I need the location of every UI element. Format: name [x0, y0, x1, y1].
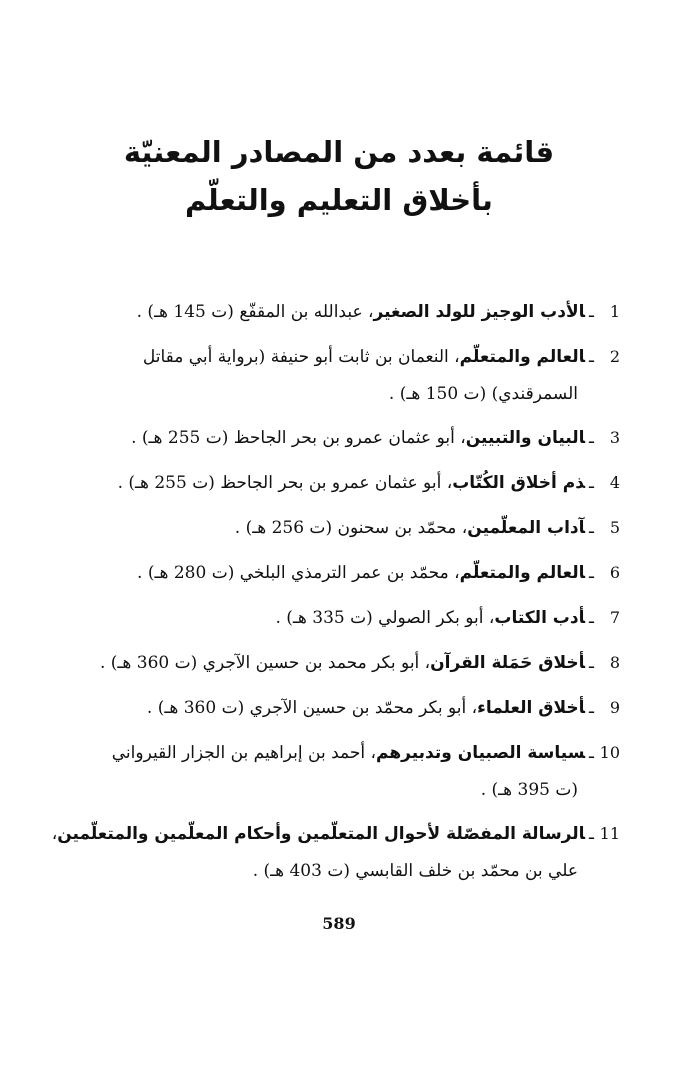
item-title: ذم أخلاق الكُتّاب — [452, 473, 586, 493]
item-author: ، أبو عثمان عمرو بن بحر الجاحظ (ت 255 هـ) . — [131, 428, 466, 448]
item-author: ، — [51, 824, 58, 844]
list-item: 4ـذم أخلاق الكُتّاب، أبو عثمان عمرو بن بحر الجاحظ (ت 255 هـ) . — [118, 465, 620, 501]
item-author: ، أبو بكر الصولي (ت 335 هـ) . — [275, 608, 495, 628]
page-number: 589 — [322, 914, 356, 933]
item-author: ، عبدالله بن المقفّع (ت 145 هـ) . — [136, 302, 374, 322]
list-item: 10ـسياسة الصبيان وتدبيرهم، أحمد بن إبراهيم بن الجزار القيرواني — [112, 735, 620, 771]
item-title: البيان والتبيين — [465, 428, 586, 448]
item-continuation: السمرقندي) (ت 150 هـ) . — [388, 384, 578, 404]
item-title: الرسالة المفصّلة لأحوال المتعلّمين وأحكام المعلّمين والمتعلّمين — [57, 824, 586, 844]
item-number: 6 — [609, 563, 620, 582]
item-title: أخلاق العلماء — [477, 698, 586, 718]
item-number: 5 — [609, 518, 620, 537]
item-author: ، أبو بكر محمّد بن حسين الآجري (ت 360 هـ) . — [146, 698, 478, 718]
item-number: 8 — [609, 653, 620, 672]
item-number: 11 — [599, 824, 620, 843]
title-line-2: بأخلاق التعليم والتعلّم — [185, 183, 493, 217]
item-number: 2 — [609, 347, 620, 366]
item-title: آداب المعلّمين — [467, 518, 586, 538]
list-item: 7ـأدب الكتاب، أبو بكر الصولي (ت 335 هـ) . — [275, 600, 620, 636]
item-title: العالم والمتعلّم — [459, 563, 586, 583]
item-number: 10 — [599, 743, 620, 762]
list-item: 2ـالعالم والمتعلّم، النعمان بن ثابت أبو حنيفة (برواية أبي مقاتل — [143, 339, 620, 375]
list-item: 1ـالأدب الوجيز للولد الصغير، عبدالله بن المقفّع (ت 145 هـ) . — [137, 294, 620, 330]
item-number: 7 — [609, 608, 620, 627]
item-author: ، النعمان بن ثابت أبو حنيفة (برواية أبي مقاتل — [142, 347, 460, 367]
item-number: 3 — [609, 428, 620, 447]
item-number: 9 — [609, 698, 620, 717]
item-author: ، أبو بكر محمد بن حسين الآجري (ت 360 هـ) . — [99, 653, 431, 673]
item-title: أدب الكتاب — [494, 608, 586, 628]
item-author: ، أحمد بن إبراهيم بن الجزار القيرواني — [111, 743, 376, 763]
item-number: 4 — [609, 473, 620, 492]
list-item: 8ـأخلاق حَمَلة القرآن، أبو بكر محمد بن حسين الآجري (ت 360 هـ) . — [100, 645, 620, 681]
item-title: الأدب الوجيز للولد الصغير — [373, 302, 586, 322]
list-item: 11ـالرسالة المفصّلة لأحوال المتعلّمين وأحكام المعلّمين والمتعلّمين، — [52, 816, 620, 852]
list-item: 5ـآداب المعلّمين، محمّد بن سحنون (ت 256 هـ) . — [235, 510, 620, 546]
item-title: سياسة الصبيان وتدبيرهم — [376, 743, 586, 763]
item-author: ، محمّد بن عمر الترمذي البلخي (ت 280 هـ) . — [137, 563, 460, 583]
item-title: العالم والمتعلّم — [459, 347, 586, 367]
item-continuation: علي بن محمّد بن خلف القابسي (ت 403 هـ) . — [252, 861, 578, 881]
list-item: 3ـالبيان والتبيين، أبو عثمان عمرو بن بحر الجاحظ (ت 255 هـ) . — [131, 420, 620, 456]
item-title: أخلاق حَمَلة القرآن — [430, 653, 586, 673]
item-author: ، أبو عثمان عمرو بن بحر الجاحظ (ت 255 هـ) . — [117, 473, 453, 493]
title-line-1: قائمة بعدد من المصادر المعنيّة — [123, 135, 555, 169]
list-item: 9ـأخلاق العلماء، أبو بكر محمّد بن حسين الآجري (ت 360 هـ) . — [147, 690, 620, 726]
item-continuation: (ت 395 هـ) . — [480, 780, 578, 800]
item-number: 1 — [609, 302, 620, 321]
item-author: ، محمّد بن سحنون (ت 256 هـ) . — [234, 518, 468, 538]
list-item: 6ـالعالم والمتعلّم، محمّد بن عمر الترمذي البلخي (ت 280 هـ) . — [137, 555, 620, 591]
